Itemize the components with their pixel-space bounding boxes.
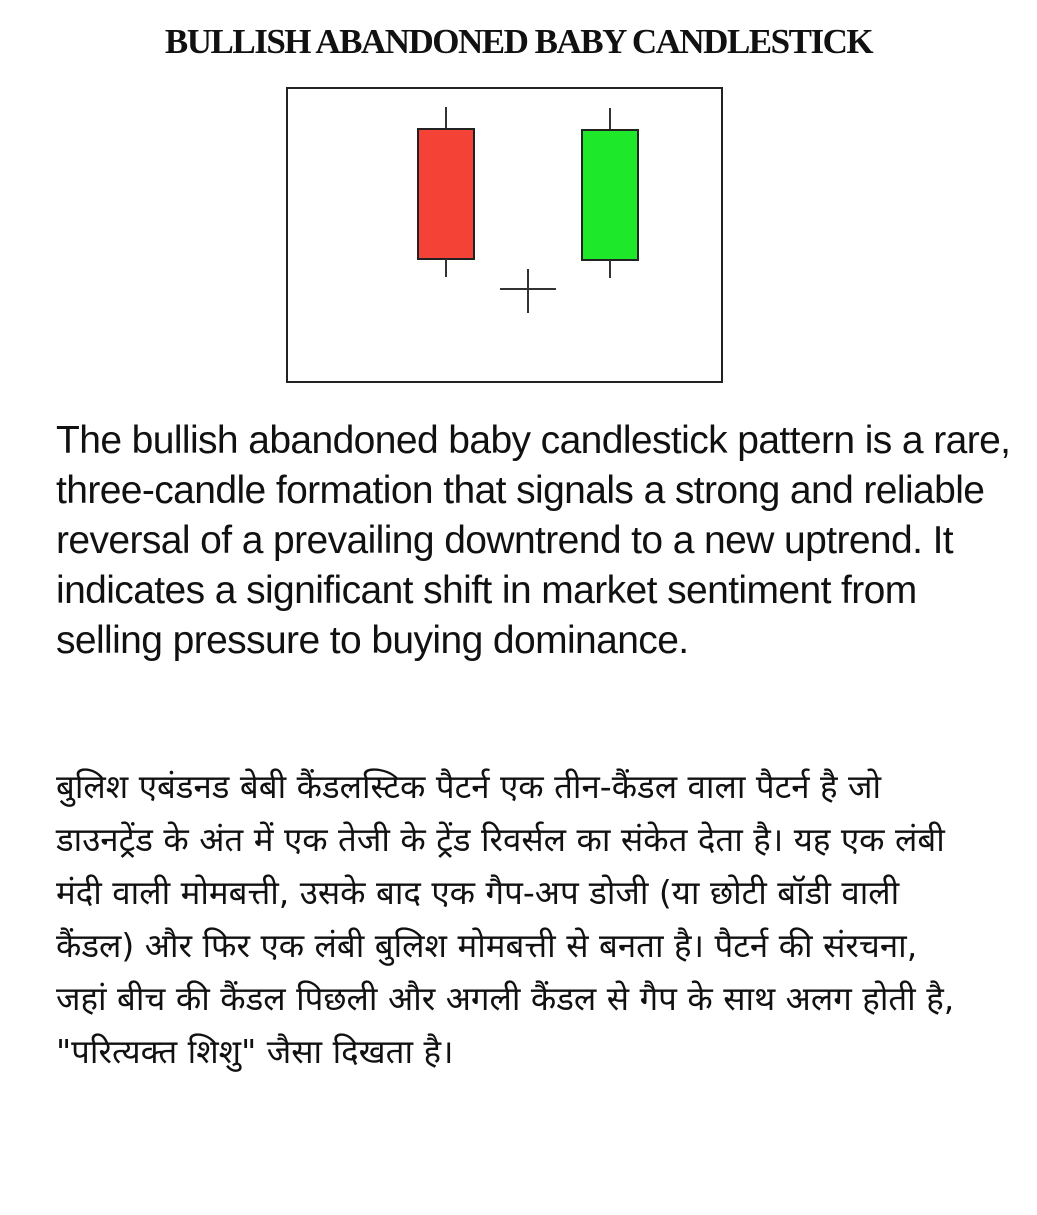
- bearish-candle-body: [418, 129, 474, 259]
- page-title: BULLISH ABANDONED BABY CANDLESTICK: [164, 22, 873, 61]
- bearish-candle: [418, 107, 474, 277]
- description-english: The bullish abandoned baby candlestick pattern is a rare, three-candle formation that signals a strong and reliable reversal of a prevailing downtrend to a new uptrend. It indicates a significant shift in market sentiment from selling pressure to buying dominance.: [56, 419, 1011, 662]
- bullish-candle-body: [582, 130, 638, 260]
- bullish-candle: [582, 108, 638, 278]
- candlestick-diagram: [288, 89, 721, 381]
- description-hindi: बुलिश एबंडनड बेबी कैंडलस्टिक पैटर्न एक तीन-कैंडल वाला पैटर्न है जो डाउनट्रेंड के अंत में एक तेजी के ट्रेंड रिवर्सल का संकेत देता है। यह एक लंबी मंदी वाली मोमबत्ती, उसके बाद एक गैप-अप डोजी (या छोटी बॉडी वाली कैंडल) और फिर एक लंबी बुलिश मोमबत्ती से बनता है। पैटर्न की संरचना, जहां बीच की कैंडल पिछली और अगली कैंडल से गैप के साथ अलग होती है, "परित्यक्त शिशु" जैसा दिखता है।: [56, 767, 955, 1071]
- doji-candle: [500, 269, 556, 313]
- candlestick-figure: [286, 87, 723, 383]
